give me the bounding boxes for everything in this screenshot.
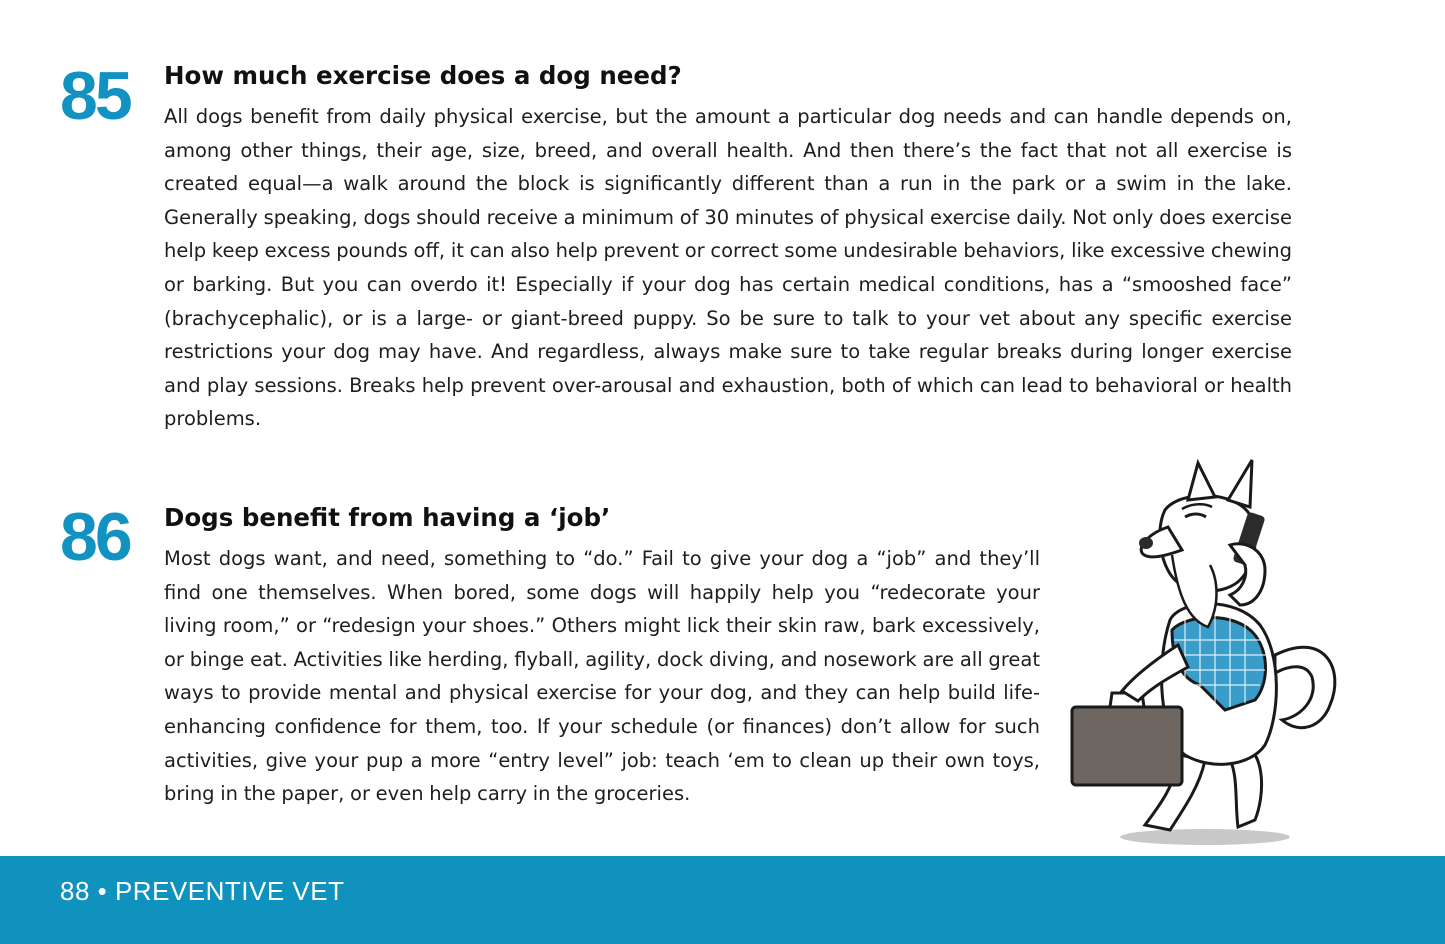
dog-with-briefcase-illustration xyxy=(1060,455,1360,850)
tip-85-number: 85 xyxy=(60,58,130,134)
tip-86-title: Dogs benefit from having a ‘job’ xyxy=(164,503,611,532)
dog-nose xyxy=(1139,537,1153,549)
tip-85-title: How much exercise does a dog need? xyxy=(164,61,682,90)
dog-left-ear xyxy=(1188,463,1215,500)
tip-86-body: Most dogs want, and need, something to “do.” Fail to give your dog a “job” and they’ll find one themselves. When bored, some dogs will happily help you “redecorate your living room,” or “redesign your shoes.” Others might lick their skin raw, bark excessively, or binge eat. Activities like herding, flyball, agility, dock diving, and nosework are all great ways to provide mental and physical exercise for your dog, and they can help build life-enhancing confidence for them, too. If your schedule (or finances) don’t allow for such activities, give your pup a more “entry level” job: teach ‘em to clean up their own toys, bring in the paper, or even help carry in the groceries. xyxy=(164,547,1040,806)
shadow-shape xyxy=(1120,829,1290,845)
briefcase xyxy=(1072,707,1182,785)
dog-right-ear xyxy=(1228,460,1252,507)
tip-86-number: 86 xyxy=(60,499,130,575)
tip-85-body: All dogs benefit from daily physical exercise, but the amount a particular dog needs and can handle depends on, among other things, their age, size, breed, and overall health. And then there’s the fact that not all exercise is created equal—a walk around the block is significantly different than a run in the park or a swim in the lake. Generally speaking, dogs should receive a minimum of 30 minutes of physical exercise daily. Not only does exercise help keep excess pounds off, it can also help prevent or correct some undesirable behaviors, like excessive chewing or barking. But you can overdo it! Especially if your dog has certain medical conditions, has a “smooshed face” (brachycephalic), or is a large- or giant-breed puppy. So be sure to talk to your vet about any specific exercise restrictions your dog may have. And regardless, always make sure to take regular breaks during longer exercise and play sessions. Breaks help prevent over-arousal and exhaustion, both of which can lead to behavioral or health problems. xyxy=(164,105,1292,431)
page-footer xyxy=(0,856,1445,944)
dog-tail xyxy=(1275,647,1335,727)
page-number-and-title: 88 • PREVENTIVE VET xyxy=(60,876,345,906)
